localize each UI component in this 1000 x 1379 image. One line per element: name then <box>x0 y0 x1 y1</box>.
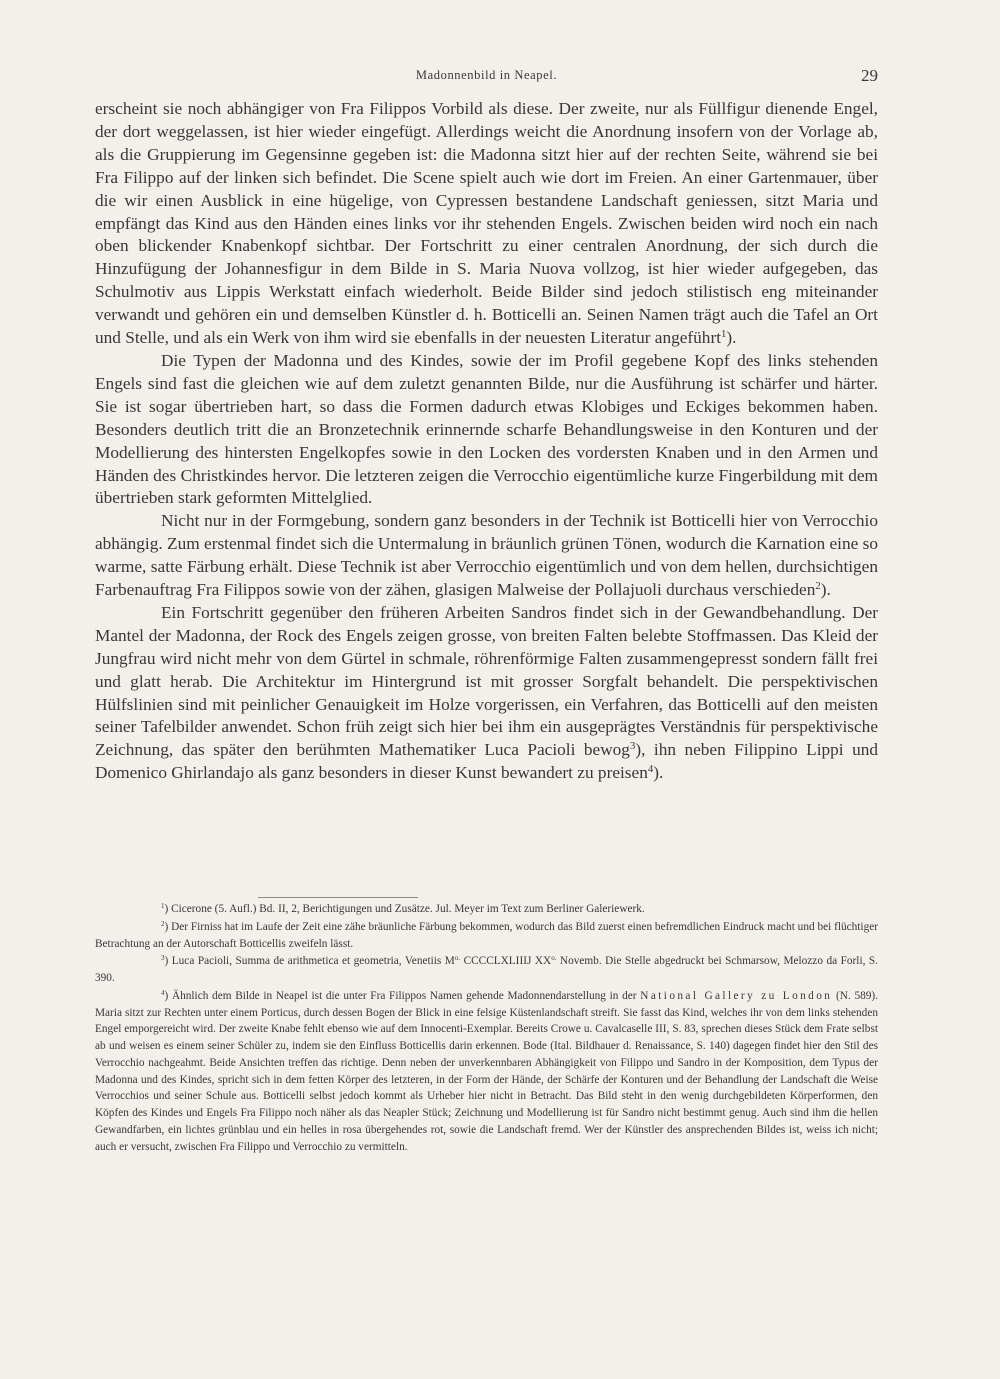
footnote-3 <box>95 953 878 987</box>
paragraph-1-text: erscheint sie noch abhängiger von Fra Filippos Vorbild als diese. Der zweite, nur als Füllfigur dienende Engel, der dort weggelassen, ist hier wieder eingefügt. Allerdings weicht die Anordnung insofern von der Vorlage ab, als die Gruppierung im Gegensinne gegeben ist: die Madonna sitzt hier auf der rechten Seite, während sie bei Fra Filippo auf der linken sich befindet. Die Scene spielt auch wie dort im Freien. An einer Gartenmauer, über die wir einen Ausblick in eine hügelige, von Cypressen bestandene Landschaft geniessen, sitzt Maria und empfängt das Kind aus den Händen eines links vor ihr stehenden Engels. Zwischen beiden wird noch ein nach oben blickender Knabenkopf sichtbar. Der Fortschritt zu einer centralen Anordnung, der sich durch die Hinzufügung der Johannesfigur in dem Bilde in S. Maria Nuova vollzog, ist hier wieder aufgegeben, das Schulmotiv aus Lippis Werkstatt einfach wiederholt. Beide Bilder sind jedoch stilistisch eng miteinander verwandt und gehören ein und demselben Künstler d. h. Botticelli an. Seinen Namen trägt auch die Tafel an Ort und Stelle, und als ein Werk von ihm wird sie ebenfalls in der neuesten Literatur angeführt <box>95 99 878 348</box>
footnote-ref-3: 3 <box>629 740 636 753</box>
running-head <box>95 66 878 86</box>
paragraph-1 <box>95 98 878 350</box>
footnote-2-text: ) Der Firniss hat im Laufe der Zeit eine zähe bräunliche Färbung bekommen, wodurch das Bild zuerst einen befremdlichen Eindruck macht und bei flüchtiger Betrachtung an der Autorschaft Botticellis zweifeln lässt. <box>95 920 878 950</box>
footnote-ref-1: 1 <box>721 328 727 341</box>
footnote-3-text: ) Luca Pacioli, Summa de arithmetica et geometria, Venetiis M <box>164 955 455 968</box>
paragraph-3-end: ). <box>820 580 831 600</box>
paragraph-4-text: Ein Fortschritt gegenüber den früheren Arbeiten Sandros findet sich in der Gewandbehandlung. Der Mantel der Madonna, der Rock des Engels zeigen grosse, von breiten Falten belebte Stoffmassen. Das Kleid der Jungfrau wird nicht mehr von dem Gürtel in schmale, röhrenförmige Falten zusammengepresst sondern fällt frei und glatt herab. Die Architektur im Hintergrund ist mit grosser Sorgfalt behandelt. Die perspektivischen Hülfslinien sind mit peinlicher Genauigkeit im Holze vorgerissen, ein Verfahren, das Botticelli auf den meisten seiner Tafelbilder anwendet. Schon früh zeigt sich hier bei ihm ein ausgeprägtes Verständnis für perspektivische Zeichnung, das später den berühmten Mathematiker Luca Pacioli bewog <box>95 602 878 760</box>
paragraph-4-middle: ), ihn neben Filippino Lippi und Domenico Ghirlandajo als ganz besonders in dieser Kunst bewandert zu preisen <box>95 740 879 783</box>
footnote-3-middle: CCCCLXLIIIJ XX <box>460 955 552 968</box>
paragraph-4-end: ). <box>653 763 664 783</box>
footnote-2 <box>95 919 878 953</box>
footnotes <box>95 901 878 1155</box>
paragraph-3 <box>95 510 878 602</box>
paragraph-4 <box>95 602 878 785</box>
footnote-4-text: (N. 589). Maria sitzt zur Rechten unter einem Porticus, durch dessen Bogen der Blick in eine felsige Küstenlandschaft streift. Sie fasst das Kind, welches ihr von dem links stehenden Engel emporgereicht wird. Der zweite Knabe fehlt ebenso wie auf dem Innocenti-Exemplar. Bereits Crowe u. Cavalcaselle III, S. 83, sprechen dieses Stück dem Frate selbst ab und weisen es einem seiner Schüler zu, indem sie den Einfluss Botticellis darin erkennen. Bode (Ital. Bildhauer d. Renaissance, S. 140) dagegen findet hier den Stil des Verrocchio nachgeahmt. Beide Ansichten treffen das richtige. Denn neben der unverkennbaren Abhängigkeit von Filippo und Sandro in der Komposition, dem Typus der Madonna und des Kindes, spricht sich in dem fetten Körper des letzteren, in der Form der Hände, der Schärfe der Konturen und der Behandlung der Landschaft die Weise Verrocchios und seiner Schule aus. Botticelli selbst jedoch kommt als Urheber hier nicht in Betracht. Das Bild steht in den wenig durchgebildeten Körperformen, den Köpfen des Kindes und Engels Fra Filippo noch näher als das Neapler Stück; Zeichnung und Modellierung ist für Sandro nicht bestimmt genug. Auch sind ihm die hellen Gewandfarben, ein lichtes grünblau und ein helles in rosa übergehendes rot, sowie die Landschaft fremd. Wer der Künstler des ansprechenden Bildes ist, weiss ich nicht; auch er versucht, zwischen Fra Filippo und Verrocchio zu vermitteln. <box>95 989 879 1153</box>
footnote-4-gallery: National Gallery zu London <box>640 989 833 1002</box>
footnote-ref-4: 4 <box>647 763 654 776</box>
paragraph-1-end: ). <box>726 328 737 348</box>
footnote-3-end: Novemb. Die Stelle abgedruckt bei Schmarsow, Melozzo da Forli, S. 390. <box>95 955 879 984</box>
paragraph-3-text: Nicht nur in der Formgebung, sondern ganz besonders in der Technik ist Botticelli hier von Verrocchio abhängig. Zum erstenmal findet sich die Untermalung in bräunlich grünen Tönen, wodurch die Karnation eine so warme, satte Färbung erhält. Diese Technik ist aber Verrocchio eigentümlich und von dem hellen, durchsichtigen Farbenauftrag Fra Filippos sowie von der zähen, glasigen Malweise der Pollajuoli durchaus verschieden <box>95 511 878 600</box>
body-text <box>95 98 878 785</box>
footnote-1-mark: 1 <box>161 902 165 911</box>
page-number: 29 <box>861 66 878 85</box>
footnote-3-mark: 3 <box>161 954 165 963</box>
footnote-4 <box>95 988 878 1156</box>
paragraph-2-text: Die Typen der Madonna und des Kindes, sowie der im Profil gegebene Kopf des links stehenden Engels sind fast die gleichen wie auf dem zuletzt genannten Bilde, nur die Ausführung ist schärfer und härter. Sie ist sogar übertrieben hart, so dass die Formen dadurch etwas Klobiges und Eckiges bekommen haben. Besonders deutlich tritt die an Bronzetechnik erinnernde scharfe Behandlungsweise in den Konturen und der Modellierung des hintersten Engelkopfes sowie in den Locken des vordersten Knaben und in den Armen und Händen des Christkindes hervor. Die letzteren zeigen die Verrocchio eigentümliche kurze Fingerbildung mit dem übertrieben stark geformten Mittelglied. <box>95 350 878 508</box>
footnote-ref-2: 2 <box>815 580 821 593</box>
footnote-4-intro: ) Ähnlich dem Bilde in Neapel ist die unter Fra Filippos Namen gehende Madonnendarstellung in der <box>164 989 641 1002</box>
paragraph-2 <box>95 350 878 510</box>
footnote-3-ordinal-2: o. <box>551 954 557 963</box>
footnote-2-mark: 2 <box>161 919 165 928</box>
footnote-1 <box>95 901 878 918</box>
running-title: Madonnenbild in Neapel. <box>415 68 558 82</box>
footnote-4-mark: 4 <box>161 988 165 997</box>
footnote-divider <box>258 897 418 898</box>
footnote-1-text: ) Cicerone (5. Aufl.) Bd. II, 2, Berichtigungen und Zusätze. Jul. Meyer im Text zum Berliner Galeriewerk. <box>164 903 645 915</box>
footnote-3-ordinal-1: o. <box>454 954 461 963</box>
